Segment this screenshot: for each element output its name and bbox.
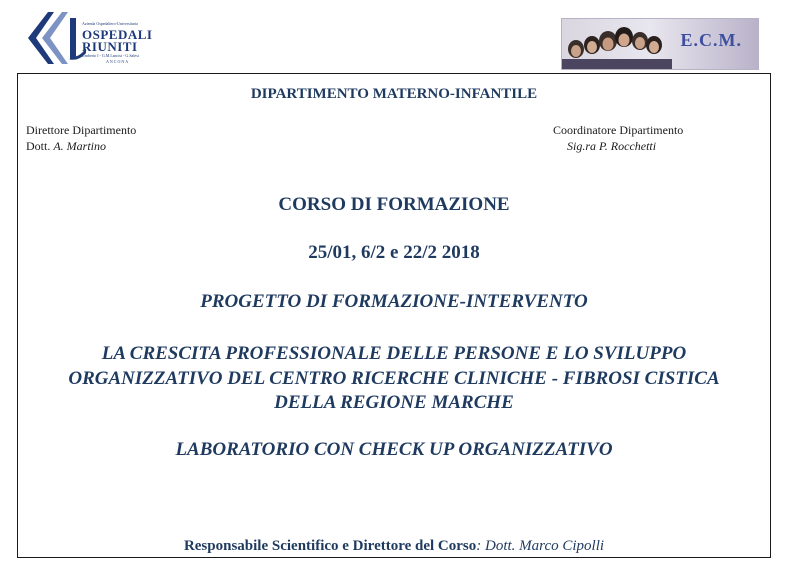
coordinator-role: Coordinatore Dipartimento xyxy=(553,123,684,137)
ecm-banner xyxy=(561,18,759,70)
responsible-name: Dott. Marco Cipolli xyxy=(485,538,605,554)
logo-line2: RIUNITI xyxy=(82,39,138,54)
course-heading: CORSO DI FORMAZIONE xyxy=(278,194,510,215)
responsible-separator: : xyxy=(476,538,486,554)
topic-line: LA CRESCITA PROFESSIONALE DELLE PERSONE E LO SVILUPPO xyxy=(101,343,687,364)
topic-line: DELLA REGIONE MARCHE xyxy=(274,392,514,413)
project-title: PROGETTO DI FORMAZIONE-INTERVENTO xyxy=(200,291,588,312)
director-role: Direttore Dipartimento xyxy=(26,123,137,137)
logo-small-text-top: Azienda Ospedaliero-Universitaria xyxy=(82,21,138,26)
ecm-label: E.C.M. xyxy=(680,30,742,50)
director-name: A. Martino xyxy=(53,139,107,153)
hospital-logo xyxy=(26,8,166,68)
responsible-label: Responsabile Scientifico e Direttore del Corso xyxy=(183,538,477,554)
logo-city: ANCONA xyxy=(106,59,130,64)
hospital-logo-icon xyxy=(26,8,86,68)
lab-title: LABORATORIO CON CHECK UP ORGANIZZATIVO xyxy=(175,439,613,460)
logo-small-text-bottom: Umberto I - G.M.Lancisi - G.Salesi xyxy=(82,53,139,58)
course-dates: 25/01, 6/2 e 22/2 2018 xyxy=(308,242,480,263)
director-title: Dott. xyxy=(26,139,51,153)
group-photo-icon xyxy=(562,19,682,69)
topic-line: ORGANIZZATIVO DEL CENTRO RICERCHE CLINICHE - FIBROSI CISTICA xyxy=(68,367,720,389)
director-name-line xyxy=(26,139,106,154)
document-frame xyxy=(17,73,771,558)
topic-block xyxy=(18,342,770,416)
logo-line1: OSPEDALI xyxy=(82,27,153,42)
department-title: DIPARTIMENTO MATERNO-INFANTILE xyxy=(250,86,538,102)
coordinator-name: Sig.ra P. Rocchetti xyxy=(567,139,657,153)
responsible-line xyxy=(18,538,770,555)
